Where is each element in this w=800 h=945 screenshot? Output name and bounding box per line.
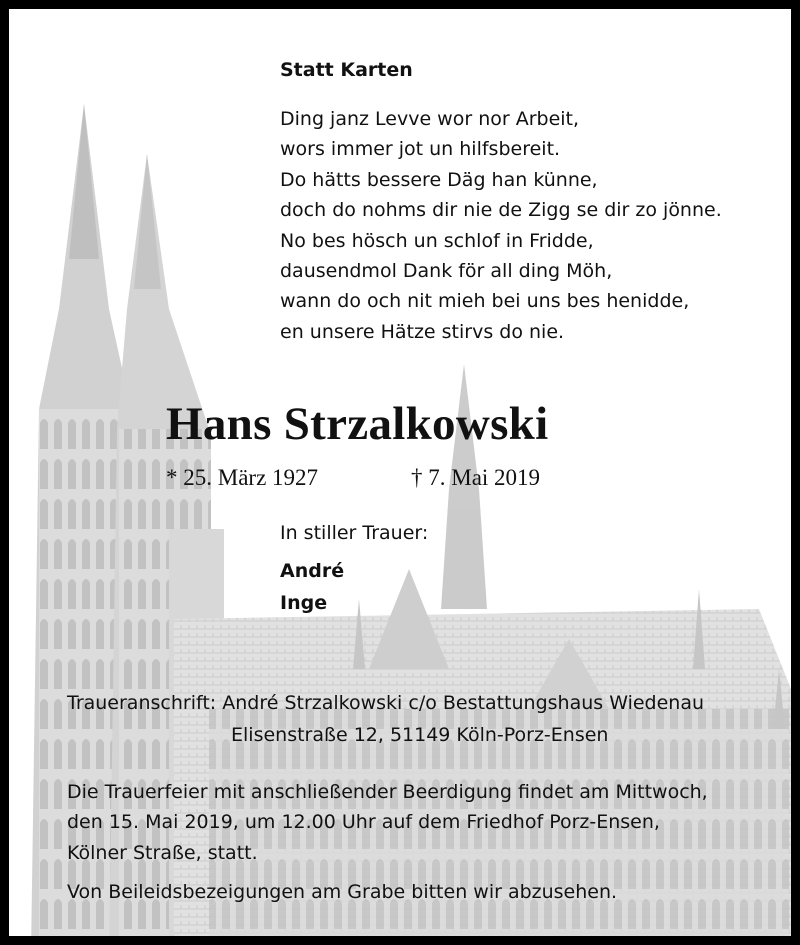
poem-line: en unsere Hätze stirvs do nie. [280,320,565,343]
mourning-label: In stiller Trauer: [280,522,429,544]
ceremony-line: den 15. Mai 2019, um 12.00 Uhr auf dem Friedhof Porz-Ensen, [67,811,660,834]
poem-line: Ding janz Levve wor nor Arbeit, [280,108,580,130]
poem-line: Do hätts bessere Däg han künne, [280,168,598,191]
poem-line: wann do och nit mieh bei uns bes henidde, [280,290,690,313]
poem-line: doch do nohms dir nie de Zigg se dir zo jönne. [280,199,722,222]
mourner-name: Inge [280,592,328,614]
condolence-note: Von Beileidsbezeigungen am Grabe bitten wir abzusehen. [67,881,618,903]
poem-line: dausendmol Dank för all ding Möh, [280,259,613,282]
ceremony-line: Kölner Straße, statt. [67,841,258,864]
deceased-name: Hans Strzalkowski [166,398,549,450]
ceremony-text [67,777,708,868]
poem-line: No bes hösch un schlof in Fridde, [280,229,594,252]
birth-date: * 25. März 1927 [166,465,319,490]
ceremony-line: Die Trauerfeier mit anschließender Beerdigung findet am Mittwoch, [67,781,708,803]
mourning-address-line: Elisenstraße 12, 51149 Köln-Porz-Ensen [231,724,609,746]
mourning-address-line: Traueranschrift: André Strzalkowski c/o Bestattungshaus Wiedenau [67,692,705,714]
page-title: Statt Karten [280,59,413,81]
poem-line: wors immer jot un hilfsbereit. [280,138,561,161]
poem [280,104,722,347]
death-date: † 7. Mai 2019 [411,465,541,490]
mourner-name: André [280,560,345,582]
